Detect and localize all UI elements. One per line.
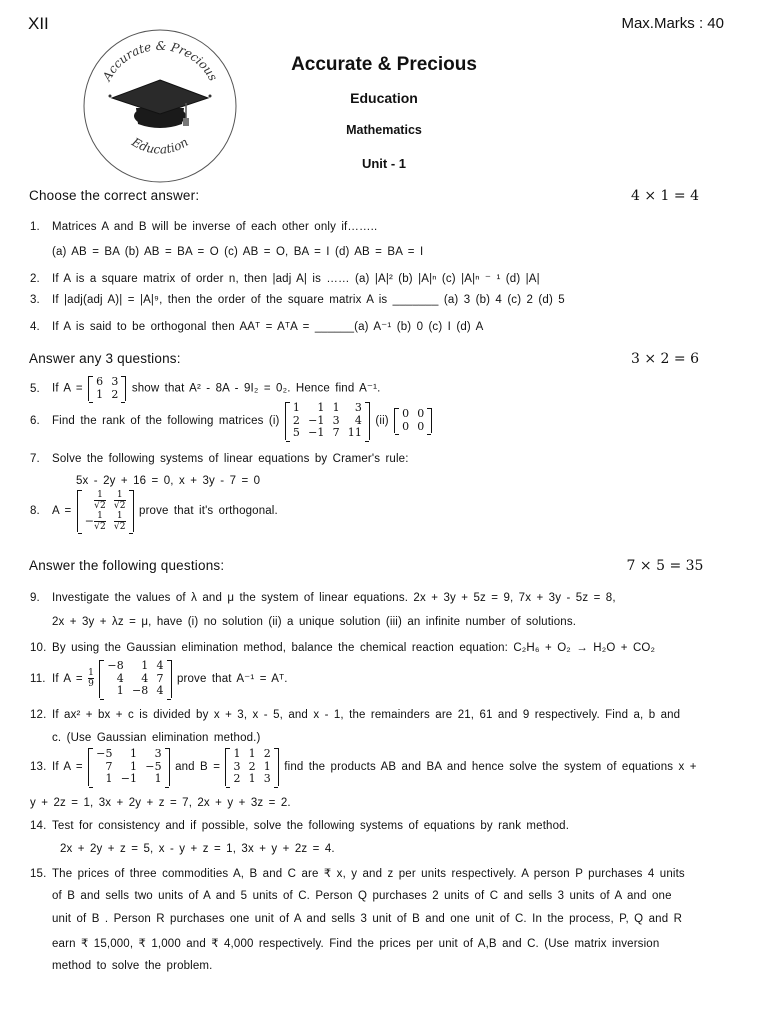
matrix-cell: 4 (141, 671, 149, 685)
question-15-line2: of B and sells two units of A and 5 units of C. Person Q purchases 2 units of C and sells 3 units of A and one (52, 890, 672, 902)
question-4: 4. If A is said to be orthogonal then AAᵀ = AᵀA = ______(a) A⁻¹ (b) 0 (c) I (d) A (30, 321, 484, 333)
question-11: 11. If A = $\frac{1}{9}$ −8 1 4 4 4 7 1 −8 4 prove that A⁻¹ = Aᵀ. (30, 659, 288, 697)
logo-seal (82, 28, 238, 184)
matrix-cell: 3 (263, 772, 271, 785)
max-marks: Max.Marks : 40 (621, 15, 724, 32)
matrix-cell: 4 (354, 413, 363, 427)
question-7-equation: 5x - 2y + 16 = 0, x + 3y - 7 = 0 (76, 475, 261, 487)
matrix-cell: 2 (248, 759, 256, 773)
matrix-cell: 2 (292, 413, 301, 427)
matrix-cell: 1 (263, 759, 271, 773)
section-title: Answer any 3 questions: (29, 351, 181, 366)
section-marks: 7 × 5 = 35 (626, 558, 704, 574)
question-15-line4: earn ₹ 15,000, ₹ 1,000 and ₹ 4,000 respectively. Find the prices per unit of A,B and C. (Use matrix inversion (52, 938, 660, 950)
matrix-cell: −5 (96, 747, 113, 760)
matrix-cell: 5 (292, 426, 301, 439)
matrix-cell: 0 (417, 407, 425, 421)
question-12-line2: c. (Use Gaussian elimination method.) (52, 732, 261, 744)
matrix-cell: −1 (308, 413, 325, 427)
matrix-cell: 1 (248, 747, 256, 760)
matrix-cell: 4 (156, 684, 164, 697)
logo-text-bottom: Education (129, 134, 191, 157)
page-title: Accurate & Precious (291, 54, 477, 75)
matrix (394, 408, 432, 433)
matrix-cell: 1 (292, 401, 301, 414)
matrix-cell: 3 (111, 375, 119, 388)
graduation-cap-icon (112, 80, 208, 128)
question-15-line3: unit of B . Person R purchases one unit of A and sells 3 unit of B and one unit of C. In the process, P, Q and R (52, 913, 683, 925)
matrix-cell: −5 (145, 759, 162, 773)
matrix-cell: 2 (233, 772, 241, 785)
matrix-cell: 1 (248, 772, 256, 785)
matrix-cell: 0 (417, 419, 425, 433)
matrix-cell: −1 (120, 772, 138, 785)
logo-text-top: Accurate & Precious (99, 38, 221, 84)
class-label: XII (28, 14, 49, 33)
matrix-cell: 3 (332, 413, 340, 427)
matrix (88, 376, 126, 401)
section-marks: 3 × 2 = 6 (631, 351, 699, 367)
matrix-cell: 4 (116, 671, 124, 685)
matrix-cell: 6 (96, 375, 104, 388)
section-title: Choose the correct answer: (29, 188, 200, 203)
matrix-cell: 0 (402, 407, 410, 421)
question-12: 12. If ax² + bx + c is divided by x + 3, x - 5, and x - 1, the remainders are 21, 61 and 9 respectively. Find a, b and (30, 709, 681, 721)
question-2: 2. If A is a square matrix of order n, then |adj A| is …… (a) |A|² (b) |A|ⁿ (c) |A|ⁿ ⁻ ¹ (d) |A| (30, 273, 540, 285)
matrix-cell: 1 (317, 401, 325, 414)
matrix-cell: 7 (332, 426, 340, 439)
matrix (99, 660, 171, 698)
question-15: 15. The prices of three commodities A, B and C are ₹ x, y and z per units respectively. A person P purchases 4 units (30, 868, 685, 880)
matrix-cell: 1 (116, 684, 124, 697)
question-13: 13. If A = −5 1 3 7 1 −5 1 −1 1 and B = 1 1 2 3 2 1 2 1 3 find the products AB and BA and hence solve the system of equations x + (30, 747, 697, 785)
matrix-cell: −1 (308, 426, 325, 439)
matrix-cell: 1 (233, 747, 241, 760)
question-6: 6. Find the rank of the following matrices (i) 1 1 1 3 2 −1 3 4 5 −1 7 11 (ii) 0 0 0 0 (30, 402, 432, 440)
matrix-cell: 11 (347, 426, 363, 439)
matrix-cell: 7 (156, 671, 164, 685)
matrix-cell: 1 (130, 747, 138, 760)
matrix-cell: 2 (111, 387, 119, 401)
question-10: 10. By using the Gaussian elimination method, balance the chemical reaction equation: C₂H₆ + O₂ → H₂O + CO₂ (30, 642, 656, 654)
matrix-cell: 2 (263, 747, 271, 760)
question-5: 5. If A = 6 3 1 2 show that A² - 8A - 9I₂ = 0₂. Hence find A⁻¹. (30, 375, 381, 401)
unit: Unit - 1 (361, 156, 407, 171)
question-9: 9. Investigate the values of λ and μ the system of linear equations. 2x + 3y + 5z = 9, 7x + 3y - 5z = 8, (30, 592, 616, 604)
question-9-line2: 2x + 3y + λz = μ, have (i) no solution (ii) a unique solution (iii) an infinite number of solutions. (52, 616, 577, 628)
question-14: 14. Test for consistency and if possible, solve the following systems of equations by rank method. (30, 820, 570, 832)
matrix-cell: 1 (154, 772, 162, 785)
svg-text:Education (128, 134, 190, 156)
question-14-equation: 2x + 2y + z = 5, x - y + z = 1, 3x + y + 2z = 4. (60, 843, 335, 855)
subtitle: Education (350, 90, 418, 106)
matrix (285, 402, 370, 440)
subject: Mathematics (346, 123, 422, 137)
matrix-cell: 1 (332, 401, 340, 414)
question-13-line2: y + 2z = 1, 3x + 2y + z = 7, 2x + y + 3z = 2. (30, 797, 291, 809)
section-marks: 4 × 1 = 4 (631, 188, 699, 204)
matrix: $\frac{1}{√2}$ $\frac{1}{√2}$ − $\frac{1}{√2}$ $\frac{1}{√2}$ (77, 490, 134, 532)
question-15-line5: method to solve the problem. (52, 960, 213, 972)
question-1: 1. Matrices A and B will be inverse of each other only if…….. (30, 221, 378, 233)
matrix-cell: 3 (233, 759, 241, 773)
matrix-cell: 3 (354, 401, 363, 414)
matrix-cell: 7 (105, 759, 113, 773)
question-3: 3. If |adj(adj A)| = |A|⁹, then the order of the square matrix A is _______ (a) 3 (b) 4 (c) 2 (d) 5 (30, 294, 565, 306)
matrix-cell: 0 (402, 419, 410, 433)
matrix (88, 748, 170, 786)
matrix-cell: 1 (130, 759, 138, 773)
matrix (225, 748, 278, 786)
matrix-cell: 3 (154, 747, 162, 760)
matrix-cell: 1 (105, 772, 113, 785)
matrix-cell: 1 (96, 387, 104, 401)
matrix-cell: −8 (107, 659, 124, 672)
section-title: Answer the following questions: (29, 558, 225, 573)
matrix-cell: 4 (156, 659, 164, 672)
question-1-options: (a) AB = BA (b) AB = BA = O (c) AB = O, BA = I (d) AB = BA = I (52, 246, 424, 258)
matrix-cell: −8 (131, 684, 149, 697)
matrix-cell: 1 (141, 659, 149, 672)
question-7: 7. Solve the following systems of linear equations by Cramer's rule: (30, 453, 409, 465)
question-8: 8. A = $\frac{1}{√2}$ $\frac{1}{√2}$ − $\frac{1}{√2}$ $\frac{1}{√2}$ prove that it's orthogonal. (30, 490, 278, 532)
